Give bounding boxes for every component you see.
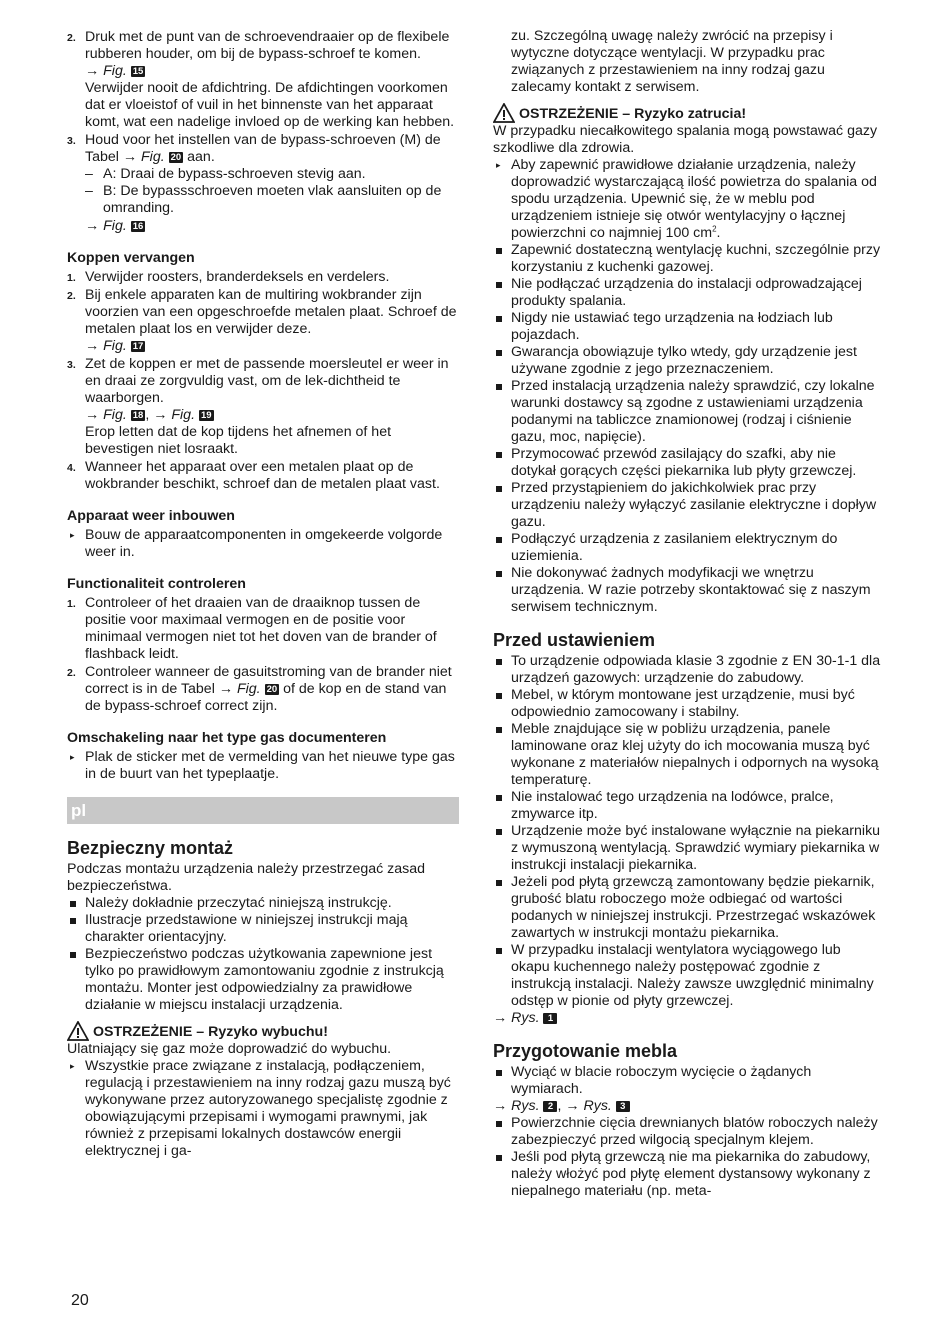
list-item-text: Plak de sticker met de vermelding van het nieuwe type gas in de buurt van het typeplaatje. bbox=[85, 749, 455, 782]
list-item-text: Wszystkie prace związane z instalacją, podłączeniem, regulacją i przestawieniem na inny rodzaj gazu muszą być wykonywane przez autoryzowanego specjalistę zgodnie z obowiązującymi przepisami i wymogami prawnymi, jak również z przepisami lokalnych dostawców energii elektrycznej i ga- bbox=[85, 1058, 451, 1159]
square-bullet-icon bbox=[496, 452, 502, 458]
step-number: 2. bbox=[67, 32, 76, 44]
arrow-icon: → bbox=[493, 1010, 508, 1026]
fig-label: Fig. bbox=[103, 338, 127, 354]
warning-triangle-icon bbox=[493, 103, 515, 123]
fig-number-badge: 2 bbox=[543, 1101, 557, 1112]
figure-reference bbox=[493, 1098, 883, 1115]
list-item bbox=[493, 653, 883, 687]
func-step-2 bbox=[67, 664, 459, 715]
square-bullet-icon bbox=[496, 316, 502, 322]
dash-item-b bbox=[67, 183, 459, 217]
section-heading: Bezpieczny montaż bbox=[67, 838, 234, 858]
right-column bbox=[493, 28, 883, 1200]
fig-label: Fig. bbox=[141, 149, 165, 165]
warning-title bbox=[67, 1024, 459, 1041]
koppen-step-3 bbox=[67, 356, 459, 458]
dash-text: A: Draai de bypass-schroeven stevig aan. bbox=[103, 166, 366, 182]
triangle-bullet-icon: ▸ bbox=[496, 160, 501, 170]
list-item-text: Przed instalacją urządzenia należy sprawdzić, czy lokalne warunki dostawcy są zgodne z ustawieniami urządzenia podanymi na tabliczce znamionowej (rodzaj i ciśnienie gazu, moc, napięcie). bbox=[511, 378, 875, 445]
dash-marker: – bbox=[85, 183, 93, 199]
square-bullet-icon bbox=[70, 901, 76, 907]
figure-reference bbox=[85, 63, 459, 80]
list-item bbox=[493, 480, 883, 531]
step-number: 2. bbox=[67, 290, 76, 302]
square-bullet-icon bbox=[70, 952, 76, 958]
step-number: 4. bbox=[67, 462, 76, 474]
list-item bbox=[493, 1064, 883, 1098]
step-number: 2. bbox=[67, 667, 76, 679]
list-item bbox=[67, 1058, 459, 1160]
left-column bbox=[67, 28, 459, 1160]
list-item-text: W przypadku instalacji wentylatora wyciągowego lub okapu kuchennego należy postępować zgodnie z instrukcją instalacji. Należy zawsze uwzględnić minimalny odstęp w pionie od płyty grzewczej. bbox=[511, 942, 874, 1009]
intro-text: Podczas montażu urządzenia należy przestrzegać zasad bezpieczeństwa. bbox=[67, 861, 426, 894]
step-number: 3. bbox=[67, 135, 76, 147]
text-part: of de kop en de stand van de bypass-schroef correct zijn. bbox=[85, 681, 447, 714]
fig-label: Rys. bbox=[511, 1010, 540, 1026]
fig-number-badge: 3 bbox=[616, 1101, 630, 1112]
nl-step-3 bbox=[67, 132, 459, 166]
list-item-text: Bezpieczeństwo podczas użytkowania zapewnione jest tylko po prawidłowym zamontowaniu zgodnie z instrukcją montażu. Monter jest odpowiedzialny za prawidłowe działanie w miejscu instalacji urządzenia. bbox=[85, 946, 444, 1013]
square-bullet-icon bbox=[496, 659, 502, 665]
fig-separator: , → bbox=[145, 407, 168, 423]
arrow-icon: → bbox=[85, 407, 100, 423]
square-bullet-icon bbox=[496, 880, 502, 886]
step-note: Verwijder nooit de afdichtring. De afdichtingen voorkomen dat er vloeistof of vuil in het binnenste van het apparaat komt, wat een nadelige invloed op de werking kan hebben. bbox=[85, 80, 455, 130]
list-item bbox=[493, 1149, 883, 1200]
text-part: Houd voor het instellen van de bypass-schroeven (M) de Tabel bbox=[85, 132, 441, 165]
fig-label: Fig. bbox=[236, 681, 261, 697]
square-bullet-icon bbox=[496, 1121, 502, 1127]
bullet-list bbox=[493, 242, 883, 616]
list-item bbox=[493, 531, 883, 565]
list-item-text: Bouw de apparaatcomponenten in omgekeerde volgorde weer in. bbox=[85, 527, 443, 560]
list-item-text: Nie podłączać urządzenia do instalacji odprowadzającej produkty spalania. bbox=[511, 276, 862, 309]
list-item bbox=[493, 446, 883, 480]
list-item-text: Przed przystąpieniem do jakichkolwiek prac przy urządzeniu należy wyłączyć zasilanie elektryczne i dopływ gazu. bbox=[511, 480, 877, 530]
list-item-text: Nie instalować tego urządzenia na lodówce, pralce, zmywarce itp. bbox=[511, 789, 834, 822]
list-item-text: Jeśli pod płytą grzewczą nie ma piekarnika do zabudowy, należy włożyć pod płytę element dystansowy wykonany z niepalnego materiału (np. meta- bbox=[511, 1149, 871, 1199]
superscript: 2 bbox=[712, 224, 717, 234]
step-text: Verwijder roosters, branderdeksels en verdelers. bbox=[85, 269, 390, 285]
list-item bbox=[493, 721, 883, 789]
step-text bbox=[85, 664, 459, 715]
list-item-text: Zapewnić dostateczną wentylację kuchni, szczególnie przy korzystaniu z kuchenki gazowej. bbox=[511, 242, 881, 275]
continuation-text: zu. Szczególną uwagę należy zwrócić na przepisy i wytyczne dotyczące wentylacji. W przypadku prac związanych z przestawieniem na inny rodzaj gazu zalecamy kontakt z serwisem. bbox=[511, 28, 833, 95]
language-section-bar: pl bbox=[67, 797, 459, 824]
list-item bbox=[493, 942, 883, 1010]
section-heading: Koppen vervangen bbox=[67, 250, 195, 266]
fig-number-badge: 16 bbox=[132, 221, 144, 232]
list-item bbox=[493, 242, 883, 276]
triangle-bullet-icon: ▸ bbox=[70, 530, 75, 540]
warning-text: Ulatniający się gaz może doprowadzić do wybuchu. bbox=[67, 1041, 392, 1057]
step-text: Druk met de punt van de schroevendraaier op de flexibele rubberen houder, om bij de bypass-schroef te komen. bbox=[85, 29, 450, 62]
fig-number-badge: 17 bbox=[132, 341, 144, 352]
step-text: Controleer of het draaien van de draaiknop tussen de positie voor maximaal vermogen en de positie voor minimaal vermogen niet tot het doven van de brander of flashback leidt. bbox=[85, 595, 437, 662]
list-item-text: Mebel, w którym montowane jest urządzenie, musi być odpowiednio zamocowany i stabilny. bbox=[511, 687, 855, 720]
fig-label: Fig. bbox=[103, 218, 127, 234]
fig-number-badge: 19 bbox=[200, 410, 212, 421]
section-heading: Apparaat weer inbouwen bbox=[67, 508, 235, 524]
dash-item-a bbox=[67, 166, 459, 183]
list-item bbox=[493, 157, 883, 242]
fig-label: Fig. bbox=[171, 407, 196, 423]
fig-label: Fig. bbox=[103, 407, 127, 423]
list-item-text: Urządzenie może być instalowane wyłącznie na piekarniku z wymuszoną wentylacją. Sprawdzić wymiary piekarnika w instrukcji instalacji piekarnika. bbox=[511, 823, 881, 873]
list-item bbox=[493, 344, 883, 378]
fig-number-badge: 20 bbox=[266, 684, 278, 695]
fig-number-badge: 1 bbox=[543, 1013, 557, 1024]
square-bullet-icon bbox=[496, 829, 502, 835]
warning-title-text: OSTRZEŻENIE – Ryzyko zatrucia! bbox=[519, 106, 747, 122]
list-item bbox=[67, 895, 459, 912]
warning-title-text: OSTRZEŻENIE – Ryzyko wybuchu! bbox=[93, 1024, 328, 1040]
list-item bbox=[67, 946, 459, 1014]
bullet-list bbox=[493, 653, 883, 1010]
square-bullet-icon bbox=[496, 948, 502, 954]
text-part: aan. bbox=[187, 149, 215, 165]
square-bullet-icon bbox=[496, 727, 502, 733]
section-heading: Functionaliteit controleren bbox=[67, 576, 246, 592]
list-item bbox=[493, 789, 883, 823]
nl-step-2 bbox=[67, 29, 459, 131]
fig-number-badge: 20 bbox=[170, 152, 182, 163]
list-item-text: Podłączyć urządzenia z zasilaniem elektrycznym do uziemienia. bbox=[511, 531, 838, 564]
arrow-icon: → bbox=[493, 1098, 508, 1114]
warning-title bbox=[493, 106, 883, 123]
list-item-text: Gwarancja obowiązuje tylko wtedy, gdy urządzenie jest używane zgodnie z jego przeznaczeniem. bbox=[511, 344, 857, 377]
warning-triangle-icon bbox=[67, 1021, 89, 1041]
step-text: Bij enkele apparaten kan de multiring wokbrander zijn voorzien van een opgeschroefde metalen plaat. Schroef de metalen plaat los en verwijder deze. bbox=[85, 287, 457, 337]
arrow-icon: → bbox=[218, 681, 233, 697]
func-step-1 bbox=[67, 595, 459, 663]
list-item bbox=[493, 874, 883, 942]
step-text bbox=[85, 132, 459, 166]
triangle-bullet-icon: ▸ bbox=[70, 1061, 75, 1071]
square-bullet-icon bbox=[496, 1070, 502, 1076]
dash-text: B: De bypassschroeven moeten vlak aansluiten op de omranding. bbox=[103, 183, 442, 216]
list-item-text bbox=[511, 157, 883, 242]
step-note: Erop letten dat de kop tijdens het afnemen of het bevestigen niet losraakt. bbox=[85, 424, 392, 457]
list-item bbox=[493, 823, 883, 874]
section-heading: Przed ustawieniem bbox=[493, 630, 656, 650]
list-item bbox=[493, 1115, 883, 1149]
step-number: 3. bbox=[67, 359, 76, 371]
square-bullet-icon bbox=[496, 384, 502, 390]
list-item-text: Należy dokładnie przeczytać niniejszą instrukcję. bbox=[85, 895, 392, 911]
warning-text: W przypadku niecałkowitego spalania mogą powstawać gazy szkodliwe dla zdrowia. bbox=[493, 123, 878, 156]
list-item-text: Meble znajdujące się w pobliżu urządzenia, panele laminowane oraz klej użyty do ich mocowania muszą być wykonane z materiałów niepalnych i odpornych na wysoką temperaturę. bbox=[511, 721, 879, 788]
fig-number-badge: 18 bbox=[132, 410, 144, 421]
square-bullet-icon bbox=[496, 693, 502, 699]
list-item bbox=[493, 378, 883, 446]
fig-number-badge: 15 bbox=[132, 66, 144, 77]
page-number: 20 bbox=[71, 1292, 89, 1309]
arrow-icon: → bbox=[85, 218, 100, 234]
list-item bbox=[67, 912, 459, 946]
fig-label: Rys. bbox=[583, 1098, 612, 1114]
square-bullet-icon bbox=[496, 248, 502, 254]
list-item bbox=[493, 687, 883, 721]
fig-separator: , → bbox=[557, 1098, 580, 1114]
bullet-list bbox=[67, 895, 459, 1014]
figure-reference bbox=[85, 407, 459, 424]
list-item-text: Przymocować przewód zasilający do szafki, aby nie dotykał gorących części piekarnika lub płyty grzewczej. bbox=[511, 446, 857, 479]
list-item-text: Nigdy nie ustawiać tego urządzenia na łodziach lub pojazdach. bbox=[511, 310, 833, 343]
koppen-step-1 bbox=[67, 269, 459, 286]
figure-reference-row bbox=[67, 218, 459, 235]
list-item bbox=[67, 749, 459, 783]
figure-reference bbox=[85, 338, 459, 355]
dash-marker: – bbox=[85, 166, 93, 182]
koppen-step-4 bbox=[67, 459, 459, 493]
square-bullet-icon bbox=[496, 1155, 502, 1161]
list-item-text: Nie dokonywać żadnych modyfikacji we wnętrzu urządzenia. W razie potrzeby skontaktować się z naszym serwisem technicznym. bbox=[511, 565, 871, 615]
koppen-step-2 bbox=[67, 287, 459, 355]
list-item bbox=[493, 565, 883, 616]
list-item bbox=[493, 310, 883, 344]
list-item bbox=[67, 527, 459, 561]
section-heading: Przygotowanie mebla bbox=[493, 1041, 678, 1061]
list-item-text: Ilustracje przedstawione w niniejszej instrukcji mają charakter orientacyjny. bbox=[85, 912, 408, 945]
square-bullet-icon bbox=[70, 918, 76, 924]
step-number: 1. bbox=[67, 598, 76, 610]
arrow-icon: → bbox=[122, 149, 138, 165]
square-bullet-icon bbox=[496, 537, 502, 543]
arrow-icon: → bbox=[85, 63, 100, 79]
triangle-bullet-icon: ▸ bbox=[70, 752, 75, 762]
list-item-text: Powierzchnie cięcia drewnianych blatów roboczych należy zabezpieczyć przed wilgocią specjalnym klejem. bbox=[511, 1115, 878, 1148]
fig-label: Rys. bbox=[511, 1098, 540, 1114]
arrow-icon: → bbox=[85, 338, 100, 354]
square-bullet-icon bbox=[496, 350, 502, 356]
figure-reference bbox=[493, 1010, 883, 1027]
text-part: Controleer wanneer de gasuitstroming van de brander niet correct is in de Tabel bbox=[85, 664, 452, 697]
text-part: Aby zapewnić prawidłowe działanie urządzenia, należy doprowadzić wystarczającą ilość powietrza do spalania od spodu urządzenia. Upewnić się, że w meblu pod urządzeniem istnieje się otwór wentylacyjny o łącznej powierzchni co najmniej 100 cm bbox=[511, 157, 877, 241]
square-bullet-icon bbox=[496, 282, 502, 288]
square-bullet-icon bbox=[496, 795, 502, 801]
step-text: Wanneer het apparaat over een metalen plaat op de wokbrander beschikt, schroef dan de metalen plaat vast. bbox=[85, 459, 440, 492]
list-item-text: Jeżeli pod płytą grzewczą zamontowany będzie piekarnik, grubość blatu roboczego może odbiegać od wartości podanych w niniejszej instrukcji. Przestrzegać wskazówek zawartych w instrukcji montażu piekarnika. bbox=[511, 874, 876, 941]
list-item-text: To urządzenie odpowiada klasie 3 zgodnie z EN 30-1-1 dla urządzeń gazowych: urządzenie do zabudowy. bbox=[511, 653, 881, 686]
square-bullet-icon bbox=[496, 486, 502, 492]
list-item-text: Wyciąć w blacie roboczym wycięcie o żądanych wymiarach. bbox=[511, 1064, 812, 1097]
section-heading: Omschakeling naar het type gas documenteren bbox=[67, 730, 387, 746]
step-number: 1. bbox=[67, 272, 76, 284]
text-part: . bbox=[716, 225, 721, 241]
fig-label: Fig. bbox=[103, 63, 127, 79]
step-text: Zet de koppen er met de passende moersleutel er weer in en draai ze zorgvuldig vast, om de lek-dichtheid te waarborgen. bbox=[85, 356, 449, 406]
square-bullet-icon bbox=[496, 571, 502, 577]
list-item bbox=[493, 276, 883, 310]
